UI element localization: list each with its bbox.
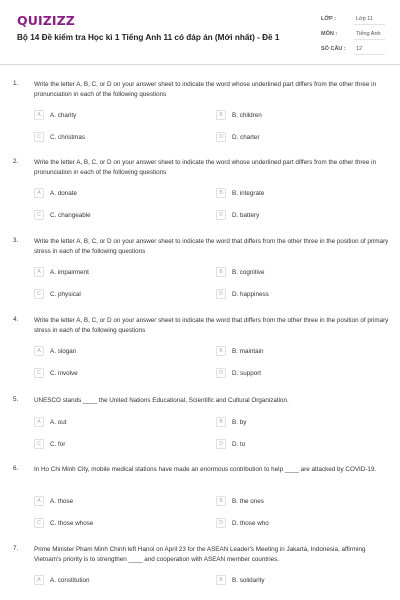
option-b[interactable] (216, 417, 366, 427)
option-b[interactable] (216, 496, 366, 506)
option-a[interactable] (34, 267, 184, 277)
option-c[interactable] (34, 518, 184, 528)
option-letter-box: A (34, 110, 44, 120)
option-c[interactable] (34, 439, 184, 449)
option-text: D. charter (232, 133, 260, 141)
document-title: Bộ 14 Đề kiểm tra Học kì 1 Tiếng Anh 11 có đáp án (Mới nhất) - Đề 1 (17, 33, 280, 42)
option-text: A. slogan (50, 347, 77, 355)
quizizz-logo[interactable]: QUIZIZZ (17, 13, 75, 28)
header-divider (0, 64, 400, 65)
option-text: C. those whose (50, 519, 94, 527)
option-letter-box: B (216, 496, 226, 506)
option-text: A. constitution (50, 576, 90, 584)
option-text: B. children (232, 111, 262, 119)
option-a[interactable] (34, 346, 184, 356)
option-d[interactable] (216, 132, 366, 142)
option-c[interactable] (34, 368, 184, 378)
meta-divider (354, 39, 385, 40)
option-letter-box: C (34, 439, 44, 449)
option-text: B. by (232, 418, 247, 426)
option-text: B. maintain (232, 347, 264, 355)
option-letter-box: B (216, 110, 226, 120)
option-letter-box: C (34, 289, 44, 299)
meta-divider (354, 24, 385, 25)
question-text: Prime Minister Pham Minh Chinh left Hanoi on April 23 for the ASEAN Leader's Meeting in Jakarta, Indonesia, affirming Vietnam's priority is to strengthen ____ and cooperation with ASEAN member countries. (34, 546, 366, 563)
option-letter-box: B (216, 188, 226, 198)
option-letter-box: D (216, 132, 226, 142)
option-text: A. out (50, 418, 67, 426)
option-letter-box: B (216, 417, 226, 427)
option-letter-box: A (34, 188, 44, 198)
option-letter-box: A (34, 575, 44, 585)
option-letter-box: D (216, 289, 226, 299)
option-letter-box: D (216, 439, 226, 449)
option-text: B. the ones (232, 497, 264, 505)
option-letter-box: D (216, 368, 226, 378)
option-letter-box: A (34, 346, 44, 356)
option-text: D. happiness (232, 290, 269, 298)
option-text: B. solidarity (232, 576, 265, 584)
meta-grade-label: LỚP : (321, 16, 336, 22)
option-text: C. involve (50, 369, 78, 377)
meta-grade-value: Lớp 11 (356, 16, 373, 22)
option-letter-box: A (34, 496, 44, 506)
option-a[interactable] (34, 575, 184, 585)
option-a[interactable] (34, 110, 184, 120)
option-letter-box: C (34, 518, 44, 528)
question-number: 5. (13, 396, 19, 403)
option-letter-box: C (34, 368, 44, 378)
question-number: 4. (13, 316, 19, 323)
option-text: D. to (232, 440, 246, 448)
option-d[interactable] (216, 439, 366, 449)
option-letter-box: C (34, 132, 44, 142)
option-text: C. christmas (50, 133, 85, 141)
option-d[interactable] (216, 518, 366, 528)
option-c[interactable] (34, 132, 184, 142)
question-number: 2. (13, 158, 19, 165)
option-text: D. support (232, 369, 262, 377)
option-text: C. for (50, 440, 66, 448)
option-c[interactable] (34, 210, 184, 220)
option-b[interactable] (216, 575, 366, 585)
question-text: Write the letter A, B, C, or D on your answer sheet to indicate the word whose underlined part differs from the other three in pronunciation in each of the following questions (34, 159, 377, 176)
meta-count-value: 12 (356, 46, 363, 52)
option-text: D. those who (232, 519, 269, 527)
question-number: 1. (13, 80, 19, 87)
option-letter-box: A (34, 267, 44, 277)
option-d[interactable] (216, 368, 366, 378)
option-text: B. cognitive (232, 268, 265, 276)
question-text: Write the letter A, B, C, or D on your answer sheet to indicate the word that differs from the other three in the position of primary stress in each of the following questions (34, 238, 389, 255)
question-number: 3. (13, 237, 19, 244)
option-b[interactable] (216, 267, 366, 277)
option-text: D. battery (232, 211, 260, 219)
question-text: Write the letter A, B, C, or D on your answer sheet to indicate the word whose underlined part differs from the other three in pronunciation in each of the following questions (34, 81, 377, 98)
option-a[interactable] (34, 188, 184, 198)
option-b[interactable] (216, 346, 366, 356)
meta-subject-value: Tiếng Anh (356, 31, 381, 37)
question-number: 7. (13, 545, 19, 552)
meta-subject-label: MÔN : (321, 31, 338, 37)
option-b[interactable] (216, 110, 366, 120)
option-text: A. donate (50, 189, 77, 197)
option-d[interactable] (216, 210, 366, 220)
question-text: Write the letter A, B, C, or D on your answer sheet to indicate the word that differs from the other three in the position of primary stress in each of the following questions (34, 317, 389, 334)
question-number: 6. (13, 465, 19, 472)
option-letter-box: B (216, 575, 226, 585)
option-letter-box: B (216, 267, 226, 277)
option-d[interactable] (216, 289, 366, 299)
question-text: In Ho Chi Minh City, mobile medical stations have made an enormous contribution to help ____ are attacked by COVID-19. (34, 466, 377, 473)
option-a[interactable] (34, 496, 184, 506)
option-letter-box: D (216, 210, 226, 220)
option-letter-box: D (216, 518, 226, 528)
meta-count-label: SỐ CÂU : (321, 46, 346, 52)
option-text: B. integrate (232, 189, 265, 197)
question-text: UNESCO stands ____ the United Nations Educational, Scientific and Cultural Organization. (34, 397, 289, 404)
option-text: C. physical (50, 290, 81, 298)
option-text: A. those (50, 497, 74, 505)
option-letter-box: C (34, 210, 44, 220)
option-c[interactable] (34, 289, 184, 299)
document-header (0, 0, 400, 62)
option-b[interactable] (216, 188, 366, 198)
option-text: C. changeable (50, 211, 91, 219)
option-text: A. charity (50, 111, 77, 119)
option-letter-box: A (34, 417, 44, 427)
option-a[interactable] (34, 417, 184, 427)
option-letter-box: B (216, 346, 226, 356)
meta-divider (354, 54, 385, 55)
option-text: A. impairment (50, 268, 89, 276)
